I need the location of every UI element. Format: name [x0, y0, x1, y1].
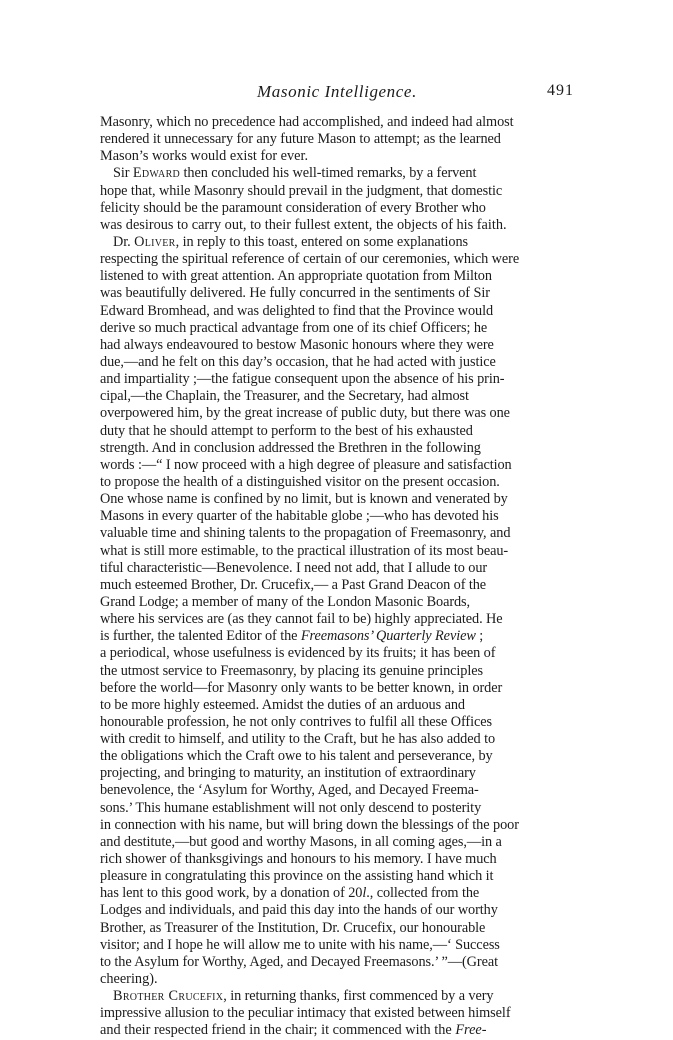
text-span: Sir	[113, 165, 133, 182]
text-span: tiful characteristic—Benevolence. I need not add, that I allude to our	[100, 559, 488, 576]
text-span: Edward Bromhead, and was delighted to find that the Province would	[100, 302, 494, 319]
text-span: was beautifully delivered. He fully concurred in the sentiments of Sir	[100, 285, 490, 302]
text-span: benevolence, the ‘Asylum for Worthy, Aged, and Decayed Freema-	[100, 782, 479, 799]
text-line	[100, 782, 580, 799]
text-span: the obligations which the Craft owe to his talent and perseverance, by	[100, 748, 493, 765]
text-line	[100, 594, 580, 611]
text-line	[100, 337, 580, 354]
text-span: projecting, and bringing to maturity, an institution of extraordinary	[100, 765, 476, 782]
text-line	[100, 474, 580, 491]
text-span: due,—and he felt on this day’s occasion, that he had acted with justice	[100, 353, 496, 370]
text-span: to the Asylum for Worthy, Aged, and Decayed Freemasons.’ ”—(Great	[100, 953, 498, 970]
small-caps-span: Edward	[132, 165, 181, 182]
text-line	[100, 234, 580, 251]
text-span: then concluded his well-timed remarks, by a fervent	[180, 165, 477, 182]
text-line	[100, 663, 580, 680]
text-span: Lodges and individuals, and paid this day into the hands of our worthy	[100, 902, 498, 919]
text-span: to be more highly esteemed. Amidst the duties of an arduous and	[100, 696, 465, 713]
text-line	[100, 440, 580, 457]
text-line	[100, 508, 580, 525]
text-line	[100, 251, 580, 268]
text-line	[100, 217, 580, 234]
text-span: ;	[475, 628, 484, 645]
text-span: to propose the health of a distinguished visitor on the present occasion.	[100, 473, 500, 490]
text-span: derive so much practical advantage from one of its chief Officers; he	[100, 319, 488, 336]
text-line	[100, 165, 580, 182]
italic-span: l	[362, 885, 367, 902]
text-line	[100, 800, 580, 817]
text-span: valuable time and shining talents to the propagation of Freemasonry, and	[100, 525, 511, 542]
running-title: Masonic Intelligence.	[257, 82, 417, 101]
text-line	[100, 457, 580, 474]
text-line	[100, 954, 580, 971]
running-header	[100, 82, 574, 106]
text-line	[100, 543, 580, 560]
text-span: and impartiality ;—the fatigue consequent upon the absence of his prin-	[100, 371, 505, 388]
text-span: impressive allusion to the peculiar intimacy that existed between himself	[100, 1005, 511, 1022]
text-line	[100, 920, 580, 937]
text-span: rendered it unnecessary for any future Mason to attempt; as the learned	[100, 131, 501, 148]
text-span: rich shower of thanksgivings and honours to his memory. I have much	[100, 851, 497, 868]
text-line	[100, 937, 580, 954]
text-line	[100, 731, 580, 748]
text-line	[100, 1022, 580, 1039]
text-span: Brother, as Treasurer of the Institution, Dr. Crucefix, our honourable	[100, 919, 486, 936]
text-line	[100, 851, 580, 868]
text-line	[100, 680, 580, 697]
text-span: what is still more estimable, to the practical illustration of its most beau-	[100, 542, 509, 559]
text-span: cipal,—the Chaplain, the Treasurer, and the Secretary, had almost	[100, 388, 469, 405]
text-line	[100, 354, 580, 371]
text-span: listened to with great attention. An appropriate quotation from Milton	[100, 268, 492, 285]
text-span: duty that he should attempt to perform to the best of his exhausted	[100, 422, 473, 439]
text-span: Masons in every quarter of the habitable globe ;—who has devoted his	[100, 508, 499, 525]
text-line	[100, 868, 580, 885]
text-span: strength. And in conclusion addressed the Brethren in the following	[100, 439, 481, 456]
text-line	[100, 285, 580, 302]
text-line	[100, 971, 580, 988]
text-line	[100, 885, 580, 902]
text-span: One whose name is confined by no limit, but is known and venerated by	[100, 491, 508, 508]
text-line	[100, 1005, 580, 1022]
text-span: was desirous to carry out, to their fullest extent, the objects of his faith.	[100, 216, 507, 233]
small-caps-span: Oliver	[134, 233, 176, 250]
text-span: Grand Lodge; a member of many of the London Masonic Boards,	[100, 593, 470, 610]
text-line	[100, 560, 580, 577]
text-span: , in returning thanks, first commenced by a very	[223, 988, 494, 1005]
text-span: much esteemed Brother, Dr. Crucefix,— a Past Grand Deacon of the	[100, 576, 487, 593]
text-line	[100, 371, 580, 388]
text-line	[100, 268, 580, 285]
text-span: before the world—for Masonry only wants to be better known, in order	[100, 679, 503, 696]
text-line	[100, 714, 580, 731]
text-line	[100, 765, 580, 782]
text-line	[100, 148, 580, 165]
text-span: ., collected from the	[366, 885, 480, 902]
text-span: hope that, while Masonry should prevail in the judgment, that domestic	[100, 182, 503, 199]
text-span: had always endeavoured to bestow Masonic honours where they were	[100, 336, 494, 353]
text-line	[100, 834, 580, 851]
text-span: a periodical, whose usefulness is evidenced by its fruits; it has been of	[100, 645, 496, 662]
text-span: pleasure in congratulating this province on the assisting hand which it	[100, 868, 494, 885]
text-line	[100, 303, 580, 320]
text-span: and destitute,—but good and worthy Masons, in all coming ages,—in a	[100, 833, 502, 850]
text-span: , in reply to this toast, entered on some explanations	[175, 233, 468, 250]
text-span: felicity should be the paramount consideration of every Brother who	[100, 199, 486, 216]
small-caps-span: Brother Crucefix	[113, 988, 224, 1005]
text-span: in connection with his name, but will bring down the blessings of the poor	[100, 816, 519, 833]
text-line	[100, 645, 580, 662]
text-span: cheering).	[100, 971, 158, 988]
text-line	[100, 405, 580, 422]
text-span: Mason’s works would exist for ever.	[100, 148, 309, 165]
text-span: and their respected friend in the chair; it commenced with the	[100, 1022, 456, 1039]
text-line	[100, 131, 580, 148]
text-line	[100, 577, 580, 594]
text-line	[100, 320, 580, 337]
text-span: where his services are (as they cannot fail to be) highly appreciated. He	[100, 611, 503, 628]
text-line	[100, 902, 580, 919]
text-line	[100, 200, 580, 217]
text-line	[100, 697, 580, 714]
text-line	[100, 817, 580, 834]
text-line	[100, 491, 580, 508]
text-span: visitor; and I hope he will allow me to unite with his name,—‘ Success	[100, 936, 500, 953]
text-line	[100, 183, 580, 200]
text-span: Masonry, which no precedence had accomplished, and indeed had almost	[100, 114, 514, 130]
text-span: honourable profession, he not only contrives to fulfil all these Offices	[100, 713, 492, 730]
italic-span: Free-	[455, 1022, 487, 1039]
text-span: words :—“ I now proceed with a high degree of pleasure and satisfaction	[100, 456, 512, 473]
text-span: overpowered him, by the great increase of public duty, but there was one	[100, 405, 510, 422]
italic-span: Freemasons’ Quarterly Review	[300, 628, 476, 645]
body-text	[100, 114, 580, 1040]
page-number: 491	[547, 82, 574, 99]
text-line	[100, 525, 580, 542]
text-span: sons.’ This humane establishment will not only descend to posterity	[100, 799, 482, 816]
text-line	[100, 114, 580, 131]
text-line	[100, 628, 580, 645]
text-span: has lent to this good work, by a donation of 20	[100, 885, 363, 902]
text-span: with credit to himself, and utility to the Craft, but he has also added to	[100, 731, 496, 748]
text-line	[100, 423, 580, 440]
text-span: is further, the talented Editor of the	[100, 628, 301, 645]
text-span: the utmost service to Freemasonry, by placing its genuine principles	[100, 662, 483, 679]
text-line	[100, 748, 580, 765]
text-line	[100, 388, 580, 405]
text-line	[100, 611, 580, 628]
text-span: Dr.	[113, 233, 135, 250]
text-line	[100, 988, 580, 1005]
text-span: respecting the spiritual reference of certain of our ceremonies, which were	[100, 251, 520, 268]
